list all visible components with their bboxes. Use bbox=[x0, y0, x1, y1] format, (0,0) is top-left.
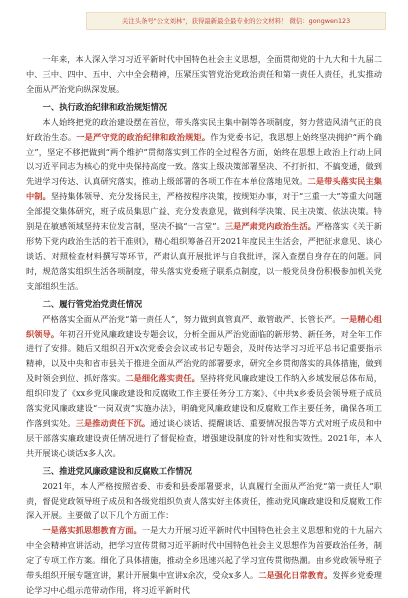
paragraph-text: 坚持集体领导、充分发扬民主，严格按程序决策，按规矩办事，对于“三重一大”等重大问题全部提交集体研究，班子成员集思广益、充分发表意见，做到科学决策、民主决策、依法决策。特别是在敏感领域坚持末位发言制，坚决不搞“一言堂”。 bbox=[26, 191, 382, 232]
paragraph-text: 2021年，本人严格按照省委、市委和县委部署要求，认真履行全面从严治党“第一责任人”职责，督促党政领导班子成员和各级党组织负责人落实好主体责任，推动党风廉政建设和反腐败工作深入开展。主要做了以下几个方面工作： bbox=[26, 480, 382, 521]
paragraph-text: 发挥乡党委理论学习中心组示范带动作用，将习近平新时代 bbox=[26, 570, 382, 595]
header-banner: 关注头条号"公文刘林"，获得最新最全最专业的公文材料！ 微信：gongwen123 bbox=[86, 12, 386, 30]
paragraph-text: 年初召开党风廉政建设专题会议，分析全面从严治党面临的新形势、新任务，对全年工作进行了安排。随后又组织召开x次党委会会议或书记专题会，及时传达学习习近平总书记重要指示精神，以及中央和省市县关于推进全面从严治党的部署要求，研究全乡贯彻落实的具体措施，做到及时领会到位、抓好落实。 bbox=[26, 328, 382, 384]
sections-container bbox=[26, 97, 382, 598]
section-paragraph bbox=[26, 479, 382, 524]
section-heading: 一、执行政治纪律和政治规矩情况 bbox=[42, 101, 168, 112]
intro-paragraph: 一年来，本人深入学习习近平新时代中国特色社会主义思想，全面贯彻党的十九大和十九届二中、三中、四中、五中、六中全会精神，压紧压实管党治党政治责任和第一责任人责任，扎实推动全面从严治党向纵深发展。 bbox=[26, 54, 382, 94]
emphasis-lead: 三是推动责任下沉。 bbox=[75, 417, 151, 428]
paragraph-text: 一是大力开展习近平新时代中国特色社会主义思想和党的十九届六中全会精神宣讲活动，把学习宣传贯彻习近平新时代中国特色社会主义思想作为首要政治任务，制定了专项工作方案。细化了具体措施，推动全乡迅速兴起了学习宣传贯彻热潮。由乡党政领导班子带头组织开展专题宣讲，累计开展集中宣讲x余次，受众x多人。 bbox=[26, 525, 382, 581]
emphasis-lead: 一是落实抓思想教育方面。 bbox=[42, 525, 142, 536]
emphasis-lead: 二是强化日常教育。 bbox=[258, 570, 333, 581]
emphasis-lead: 一是精心组织领导。 bbox=[26, 313, 382, 339]
section-paragraph bbox=[26, 523, 382, 598]
section-paragraph bbox=[26, 115, 382, 294]
emphasis-lead: 二是细化落实责任。 bbox=[125, 373, 200, 384]
document-body bbox=[26, 52, 382, 598]
paragraph-text: 通过谈心谈话、提醒谈话、重要情况报告等方式对班子成员和中层干部落实廉政建设责任情况进行了督促检查，增强建设制度的针对性和实效性。2021年，本人共开展谈心谈话x多人次。 bbox=[26, 417, 382, 458]
paragraph-text: 本人始终把党的政治建设摆在首位，带头落实民主集中制等各项制度，努力营造风清气正的良好政治生态。 bbox=[26, 116, 382, 142]
emphasis-lead: 一是严守党的政治纪律和政治规矩。 bbox=[76, 131, 211, 142]
section-heading: 二、履行管党治党责任情况 bbox=[42, 298, 143, 309]
section-paragraph bbox=[26, 312, 382, 461]
paragraph-text: 作为党委书记，我思想上始终坚决拥护“两个确立”，坚定不移把做到“两个维护”贯彻落实到工作的全过程各方面，始终在思想上政治上行动上同以习近平同志为核心的党中央保持高度一致。落实上级决策部署坚决、不打折扣、不搞变通，做到先进学习传达、认真研究落实，推动上级部署的各项工作在本单位落地见效。 bbox=[26, 131, 382, 187]
emphasis-lead: 二是带头落实民主集中制。 bbox=[26, 176, 382, 202]
section-heading: 三、推进党风廉政建设和反腐败工作情况 bbox=[42, 465, 192, 476]
paragraph-text: 坚持将党风廉政建设工作纳入乡域发展总体布局，组织印发了《xx乡党风廉政建设和反腐败工作主要任务分工方案》、《中共x乡委员会领导班子成员落实党风廉政建设“一岗双责”实施办法》，明确党风廉政建设和反腐败工作主要任务，确保各项工作落到实处。 bbox=[26, 373, 382, 428]
paragraph-text: 严格落实全面从严治党“第一责任人”，努力做到真管真严、敢管敢严、长管长严。 bbox=[42, 313, 341, 324]
paragraph-text: 严格落实《关于新形势下党内政治生活的若干准则》，精心组织筹备召开2021年度民主生活会，严把征求意见、谈心谈话、对照检查材料撰写等环节，严肃认真开展批评与自我批评，深入查摆自身存在的问题。同时，规范落实组织生活各项制度，带头落实党委班子联系点制度，以一般党员身份积极参加机关党支部组织生活。 bbox=[26, 221, 382, 291]
emphasis-lead: 三是严肃党内政治生活。 bbox=[224, 221, 316, 232]
